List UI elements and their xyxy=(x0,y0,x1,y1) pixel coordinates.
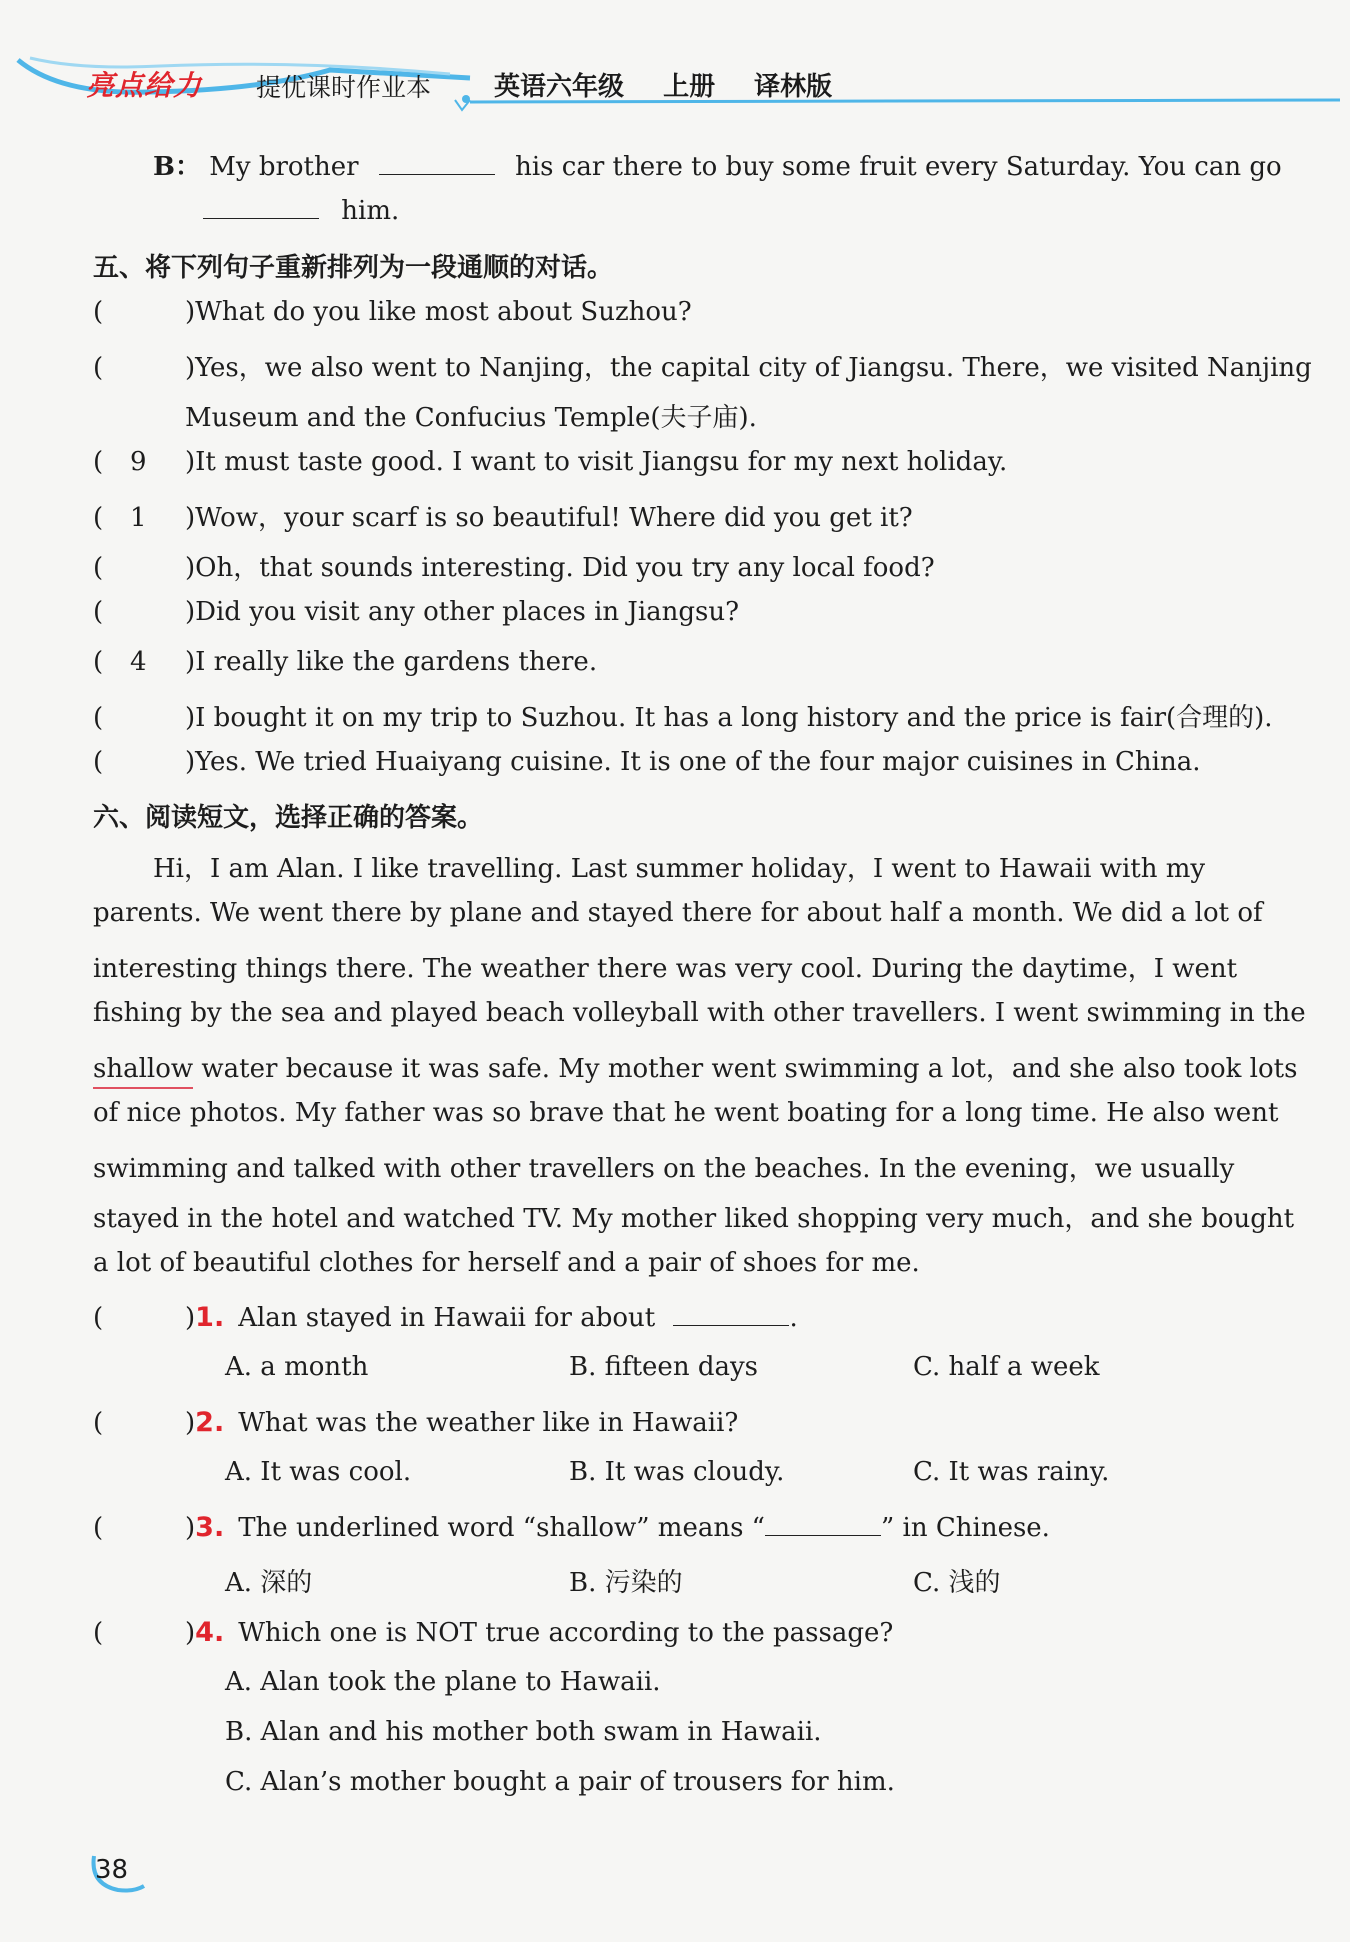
reorder-item: ( 9 )It must taste good. I want to visit Jiangsu for my next holiday. xyxy=(93,447,1008,477)
passage-line: parents. We went there by plane and stayed there for about half a month. We did a lot of xyxy=(93,898,1263,928)
answer-paren[interactable]: ( 9 xyxy=(93,447,147,477)
option-a[interactable]: A. Alan took the plane to Hawaii. xyxy=(225,1667,661,1697)
reorder-item: ( )Yes，we also went to Nanjing，the capital city of Jiangsu. There，we visited Nanjing xyxy=(93,353,1312,383)
page-header xyxy=(0,0,1350,125)
subject-label: 英语六年级 xyxy=(494,72,625,102)
answer-paren[interactable]: ( 1 xyxy=(93,503,147,533)
option-c[interactable]: C. Alan’s mother bought a pair of trousers for him. xyxy=(225,1767,895,1797)
reorder-item: ( 4 )I really like the gardens there. xyxy=(93,647,598,677)
dialogue-b-part2: his car there to buy some fruit every Saturday. You can go xyxy=(515,152,1282,182)
answer-paren[interactable]: ( xyxy=(93,1513,104,1543)
passage-line: of nice photos. My father was so brave that he went boating for a long time. He also went xyxy=(93,1098,1279,1128)
option-b[interactable]: B. fifteen days xyxy=(569,1352,759,1382)
answer-paren[interactable]: ( xyxy=(93,747,104,777)
reorder-item: ( )I bought it on my trip to Suzhou. It has a long history and the price is fair(合理的). xyxy=(93,703,1273,733)
answer-paren[interactable]: ( xyxy=(93,553,104,583)
passage-line: interesting things there. The weather there was very cool. During the daytime，I went xyxy=(93,954,1238,984)
question-4: ( )4. Which one is NOT true according to the passage? xyxy=(93,1617,894,1648)
reorder-item-continued: Museum and the Confucius Temple(夫子庙). xyxy=(185,403,757,433)
option-c[interactable]: C. It was rainy. xyxy=(913,1457,1110,1487)
reorder-item: ( )Did you visit any other places in Jiangsu? xyxy=(93,597,740,627)
answer-paren[interactable]: ( xyxy=(93,353,104,383)
option-b[interactable]: B. 污染的 xyxy=(569,1568,683,1598)
passage-line: fishing by the sea and played beach volleyball with other travellers. I went swimming in the xyxy=(93,998,1306,1028)
underlined-word: shallow xyxy=(93,1054,193,1089)
passage-line: Hi，I am Alan. I like travelling. Last summer holiday，I went to Hawaii with my xyxy=(153,854,1206,884)
option-a[interactable]: A. 深的 xyxy=(225,1568,313,1598)
question-3: ( )3. The underlined word “shallow” means “ ” in Chinese. xyxy=(93,1512,1050,1543)
series-title: 提优课时作业本 xyxy=(256,73,432,102)
answer-paren[interactable]: ( xyxy=(93,297,104,327)
answer-paren[interactable]: ( 4 xyxy=(93,647,147,677)
answer-paren[interactable]: ( xyxy=(93,1408,104,1438)
header-decoration xyxy=(0,0,1350,125)
dialogue-b-line2 xyxy=(203,196,399,226)
answer-paren[interactable]: ( xyxy=(93,597,104,627)
answer-blank[interactable] xyxy=(673,1305,789,1326)
reorder-item: ( )What do you like most about Suzhou? xyxy=(93,297,692,327)
answer-paren[interactable]: ( xyxy=(93,1303,104,1333)
speaker-b: B： xyxy=(153,152,201,182)
option-c[interactable]: C. 浅的 xyxy=(913,1568,1001,1598)
answer-blank[interactable] xyxy=(379,154,495,175)
passage-line: a lot of beautiful clothes for herself and a pair of shoes for me. xyxy=(93,1248,920,1278)
option-a[interactable]: A. a month xyxy=(225,1352,369,1382)
section-5-title: 五、将下列句子重新排列为一段通顺的对话。 xyxy=(93,253,614,283)
answer-blank[interactable] xyxy=(765,1515,881,1536)
answer-paren[interactable]: ( xyxy=(93,1618,104,1648)
reorder-item: ( )Oh，that sounds interesting. Did you try any local food? xyxy=(93,553,935,583)
answer-paren[interactable]: ( xyxy=(93,703,104,733)
option-c[interactable]: C. half a week xyxy=(913,1352,1100,1382)
volume-label: 上册 xyxy=(663,72,716,102)
reorder-item: ( )Yes. We tried Huaiyang cuisine. It is one of the four major cuisines in China. xyxy=(93,747,1201,777)
book-meta xyxy=(494,66,862,103)
section-6-title: 六、阅读短文，选择正确的答案。 xyxy=(93,803,484,833)
passage-line: stayed in the hotel and watched TV. My mother liked shopping very much，and she bought xyxy=(93,1204,1295,1234)
page-number: 38 xyxy=(95,1855,129,1885)
option-a[interactable]: A. It was cool. xyxy=(225,1457,412,1487)
dialogue-b-line1 xyxy=(153,146,1282,183)
edition-label: 译林版 xyxy=(754,72,833,102)
passage-line: shallow water because it was safe. My mother went swimming a lot，and she also took lots xyxy=(93,1048,1297,1085)
reorder-item: ( 1 )Wow，your scarf is so beautiful! Where did you get it? xyxy=(93,503,913,533)
dialogue-b-part3: him. xyxy=(341,196,400,226)
brand-logo: 亮点给力 xyxy=(86,69,203,102)
passage-line: swimming and talked with other travellers on the beaches. In the evening，we usually xyxy=(93,1154,1235,1184)
dialogue-b-part1: My brother xyxy=(209,152,359,182)
option-b[interactable]: B. Alan and his mother both swam in Hawaii. xyxy=(225,1717,822,1747)
answer-blank[interactable] xyxy=(203,198,319,219)
question-1: ( )1. Alan stayed in Hawaii for about . xyxy=(93,1302,798,1333)
option-b[interactable]: B. It was cloudy. xyxy=(569,1457,785,1487)
question-2: ( )2. What was the weather like in Hawaii? xyxy=(93,1407,739,1438)
